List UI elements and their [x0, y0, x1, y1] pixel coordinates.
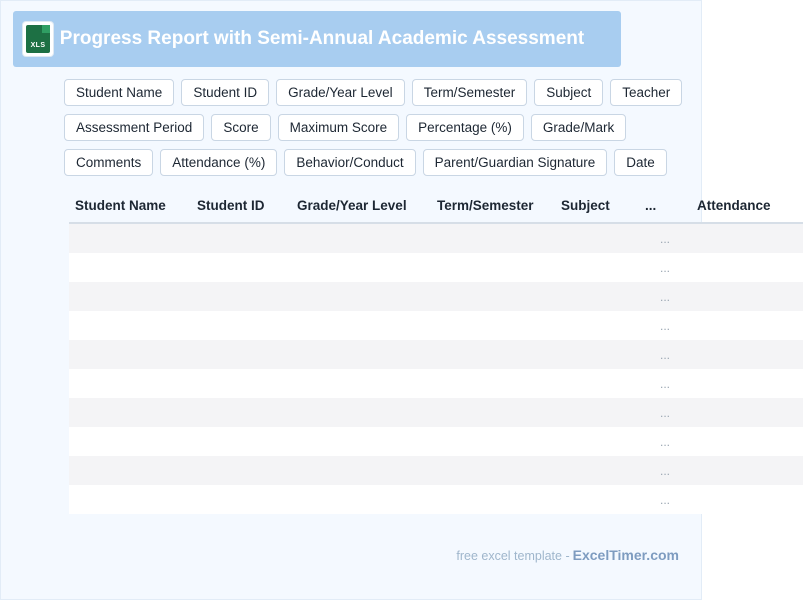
field-chip[interactable]: Attendance (%)	[160, 149, 277, 176]
cell-attendance	[691, 485, 803, 514]
table-row	[69, 485, 803, 514]
table-row	[69, 311, 803, 340]
cell-ellipsis: ...	[639, 456, 691, 485]
cell-student-id	[191, 485, 291, 514]
cell-student-id	[191, 427, 291, 456]
field-chip[interactable]: Grade/Year Level	[276, 79, 405, 106]
field-chip-row	[64, 79, 704, 106]
cell-ellipsis: ...	[639, 223, 691, 253]
cell-subject	[555, 282, 639, 311]
cell-attendance	[691, 223, 803, 253]
field-chip[interactable]: Student ID	[181, 79, 269, 106]
cell-grade-level	[291, 223, 431, 253]
cell-grade-level	[291, 311, 431, 340]
footer-text: free excel template -	[456, 549, 570, 563]
cell-subject	[555, 223, 639, 253]
cell-ellipsis: ...	[639, 253, 691, 282]
field-chip[interactable]: Comments	[64, 149, 153, 176]
table-row	[69, 456, 803, 485]
cell-grade-level	[291, 253, 431, 282]
cell-subject	[555, 311, 639, 340]
xls-icon-label: XLS	[30, 42, 46, 49]
column-header-student-name: Student Name	[69, 191, 191, 223]
footer	[456, 547, 679, 563]
cell-grade-level	[291, 456, 431, 485]
table-row	[69, 223, 803, 253]
cell-term	[431, 282, 555, 311]
cell-ellipsis: ...	[639, 398, 691, 427]
column-header-term: Term/Semester	[431, 191, 555, 223]
field-chip-list	[64, 79, 704, 184]
cell-student-id	[191, 398, 291, 427]
cell-attendance	[691, 282, 803, 311]
table-row	[69, 427, 803, 456]
field-chip[interactable]: Assessment Period	[64, 114, 204, 141]
cell-term	[431, 369, 555, 398]
cell-student-id	[191, 253, 291, 282]
cell-grade-level	[291, 398, 431, 427]
table-header-row	[69, 191, 803, 223]
preview-table	[69, 191, 803, 514]
table-row	[69, 282, 803, 311]
field-chip[interactable]: Maximum Score	[278, 114, 400, 141]
cell-student-id	[191, 456, 291, 485]
cell-student-name	[69, 282, 191, 311]
field-chip[interactable]: Term/Semester	[412, 79, 528, 106]
cell-subject	[555, 427, 639, 456]
cell-student-id	[191, 340, 291, 369]
table-row	[69, 340, 803, 369]
cell-student-name	[69, 223, 191, 253]
preview-table-container	[69, 191, 771, 514]
cell-subject	[555, 253, 639, 282]
field-chip[interactable]: Behavior/Conduct	[284, 149, 415, 176]
cell-term	[431, 311, 555, 340]
page-title: Progress Report with Semi-Annual Academic Assessment	[59, 28, 585, 49]
cell-student-id	[191, 311, 291, 340]
cell-student-id	[191, 223, 291, 253]
column-header-student-id: Student ID	[191, 191, 291, 223]
field-chip[interactable]: Grade/Mark	[531, 114, 626, 141]
cell-subject	[555, 369, 639, 398]
cell-subject	[555, 456, 639, 485]
cell-grade-level	[291, 340, 431, 369]
field-chip[interactable]: Score	[211, 114, 270, 141]
cell-student-name	[69, 456, 191, 485]
column-header-attendance: Attendance	[691, 191, 803, 223]
cell-attendance	[691, 340, 803, 369]
cell-term	[431, 456, 555, 485]
column-header-subject: Subject	[555, 191, 639, 223]
cell-ellipsis: ...	[639, 311, 691, 340]
cell-term	[431, 340, 555, 369]
field-chip[interactable]: Date	[614, 149, 667, 176]
cell-subject	[555, 340, 639, 369]
field-chip[interactable]: Student Name	[64, 79, 174, 106]
column-header-grade-level: Grade/Year Level	[291, 191, 431, 223]
cell-subject	[555, 485, 639, 514]
xls-file-icon	[23, 22, 53, 56]
cell-ellipsis: ...	[639, 369, 691, 398]
cell-attendance	[691, 253, 803, 282]
table-header	[69, 191, 803, 223]
title-header	[13, 11, 621, 67]
cell-attendance	[691, 456, 803, 485]
cell-subject	[555, 398, 639, 427]
cell-ellipsis: ...	[639, 282, 691, 311]
column-header-ellipsis: ...	[639, 191, 691, 223]
field-chip[interactable]: Parent/Guardian Signature	[423, 149, 608, 176]
table-body	[69, 223, 803, 514]
cell-attendance	[691, 427, 803, 456]
cell-student-id	[191, 369, 291, 398]
cell-student-name	[69, 485, 191, 514]
cell-ellipsis: ...	[639, 427, 691, 456]
field-chip[interactable]: Percentage (%)	[406, 114, 524, 141]
cell-student-name	[69, 398, 191, 427]
cell-student-name	[69, 369, 191, 398]
cell-student-name	[69, 340, 191, 369]
cell-term	[431, 427, 555, 456]
table-row	[69, 253, 803, 282]
field-chip-row	[64, 114, 704, 141]
cell-student-name	[69, 311, 191, 340]
cell-attendance	[691, 369, 803, 398]
cell-grade-level	[291, 427, 431, 456]
table-row	[69, 369, 803, 398]
cell-student-name	[69, 253, 191, 282]
field-chip-row	[64, 149, 704, 176]
field-chip[interactable]: Teacher	[610, 79, 682, 106]
cell-grade-level	[291, 485, 431, 514]
cell-term	[431, 223, 555, 253]
cell-term	[431, 485, 555, 514]
table-row	[69, 398, 803, 427]
cell-grade-level	[291, 282, 431, 311]
cell-grade-level	[291, 369, 431, 398]
field-chip[interactable]: Subject	[534, 79, 603, 106]
cell-student-id	[191, 282, 291, 311]
cell-attendance	[691, 311, 803, 340]
cell-term	[431, 253, 555, 282]
cell-attendance	[691, 398, 803, 427]
footer-brand[interactable]: ExcelTimer.com	[572, 547, 679, 563]
cell-ellipsis: ...	[639, 340, 691, 369]
cell-term	[431, 398, 555, 427]
cell-ellipsis: ...	[639, 485, 691, 514]
cell-student-name	[69, 427, 191, 456]
